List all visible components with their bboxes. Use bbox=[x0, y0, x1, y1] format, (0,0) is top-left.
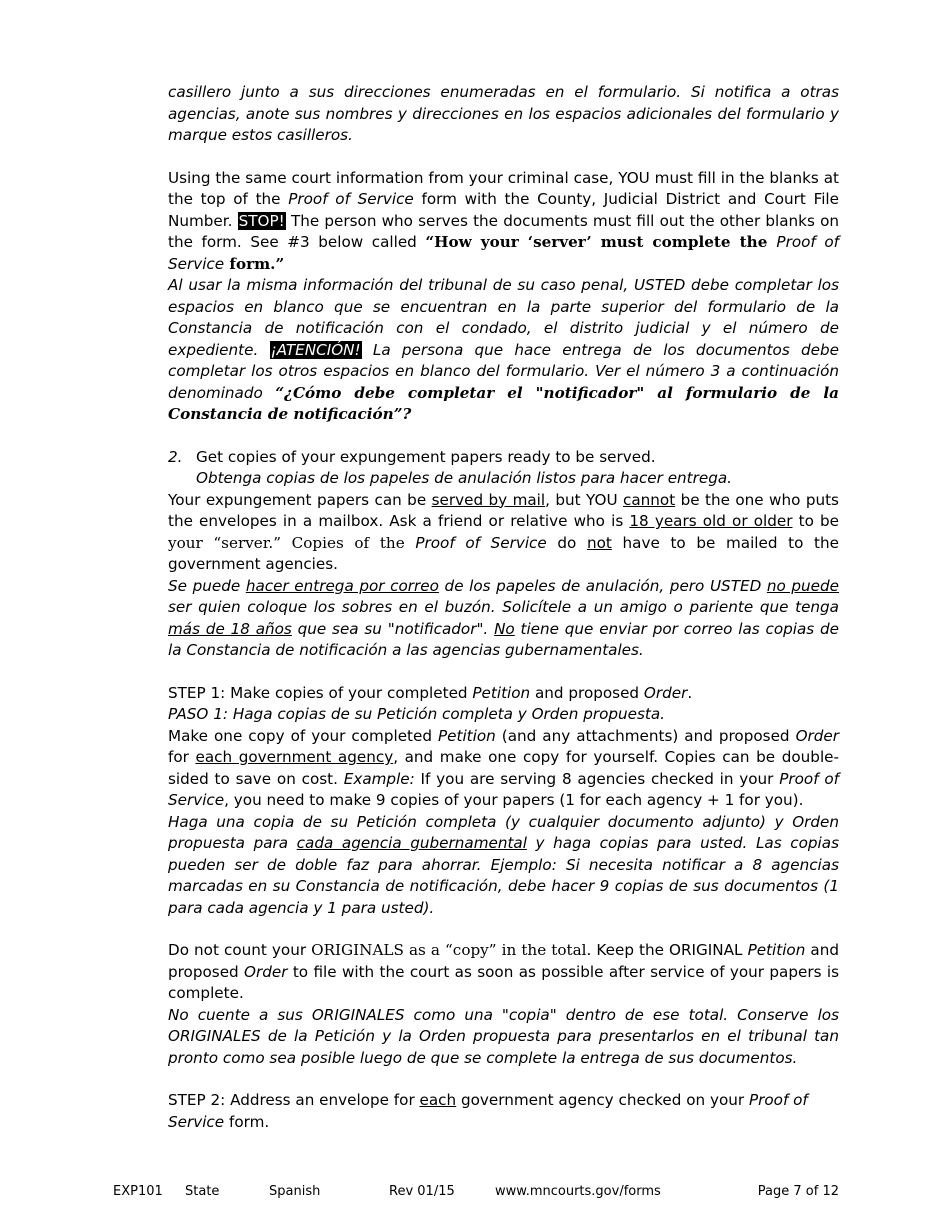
paragraph-expungement-mail: Your expungement papers can be served by mail, but YOU cannot be the one who puts the envelopes in a mailbox. Ask a friend or relative who is 18 years old or older to be your “server.” Copies of the Proof of Service do not have to be mailed to the government agencies. bbox=[168, 490, 839, 573]
footer-revision: Rev 01/15 bbox=[389, 1184, 455, 1199]
list-item-2 bbox=[168, 447, 839, 490]
footer-page-number: Page 7 of 12 bbox=[757, 1184, 839, 1199]
step-1-heading-spanish: PASO 1: Haga copias de su Petición completa y Orden propuesta. bbox=[168, 705, 666, 723]
paragraph-spanish-intro: casillero junto a sus direcciones enumeradas en el formulario. Si notifica a otras agencias, anote sus nombres y direcciones en los espacios adicionales del formulario y marque estos casilleros. bbox=[168, 83, 839, 144]
atencion-label: ¡ATENCIÓN! bbox=[270, 340, 361, 359]
footer-form-id: EXP101 bbox=[113, 1184, 163, 1199]
footer-jurisdiction: State bbox=[185, 1184, 220, 1199]
step-1-heading: STEP 1: Make copies of your completed Petition and proposed Order. bbox=[168, 683, 693, 702]
paragraph-originals-spanish: No cuente a sus ORIGINALES como una "copia" dentro de ese total. Conserve los ORIGINALES de la Petición y la Orden propuesta para presentarlos en el tribunal tan pronto como sea posible luego de que se complete la entrega de sus documentos. bbox=[168, 1005, 839, 1067]
footer-language: Spanish bbox=[269, 1184, 321, 1199]
paragraph-originals: Do not count your ORIGINALS as a “copy” in the total. Keep the ORIGINAL Petition and proposed Order to file with the court as soon as possible after service of your papers is complete. bbox=[168, 941, 839, 1002]
paragraph-court-info: Using the same court information from your criminal case, YOU must fill in the blanks at the top of the Proof of Service form with the County, Judicial District and Court File Number. STOP! The person who serves the documents must fill out the other blanks on the form. See #3 below called “How your ‘server’ must complete the Proof of Service form.” bbox=[168, 168, 839, 273]
item-heading-spanish: Obtenga copias de los papeles de anulación listos para hacer entrega. bbox=[196, 469, 733, 487]
step-2-heading: STEP 2: Address an envelope for each government agency checked on your Proof of Service form. bbox=[168, 1091, 808, 1131]
footer-website[interactable]: www.mncourts.gov/forms bbox=[495, 1184, 661, 1199]
paragraph-court-info-spanish: Al usar la misma información del tribunal de su caso penal, USTED debe completar los espacios en blanco que se encuentran en la parte superior del formulario de la Constancia de notificación con el condado, el distrito judicial y el número de expediente. ¡ATENCIÓN! La persona que hace entrega de los documentos debe completar los otros espacios en blanco del formulario. Ver el número 3 a continuación denominado “¿Cómo debe completar el "notificador" al formulario de la Constancia de notificación”? bbox=[168, 276, 839, 423]
paragraph-expungement-mail-spanish: Se puede hacer entrega por correo de los papeles de anulación, pero USTED no puede ser quien coloque los sobres en el buzón. Solicítele a un amigo o pariente que tenga más de 18 años que sea su "notificador". No tiene que enviar por correo las copias de la Constancia de notificación a las agencias gubernamentales. bbox=[168, 576, 840, 659]
stop-label: STOP! bbox=[238, 211, 285, 230]
document-body bbox=[168, 82, 839, 1133]
item-heading: Get copies of your expungement papers ready to be served. bbox=[196, 447, 656, 466]
paragraph-make-copies: Make one copy of your completed Petition (and any attachments) and proposed Order for each government agency, and make one copy for yourself. Copies can be double-sided to save on cost. Example: If you are serving 8 agencies checked in your Proof of Service, you need to make 9 copies of your papers (1 for each agency + 1 for you). bbox=[168, 726, 839, 809]
paragraph-make-copies-spanish: Haga una copia de su Petición completa (y cualquier documento adjunto) y Orden propuesta para cada agencia gubernamental y haga copias para usted. Las copias pueden ser de doble faz para ahorrar. Ejemplo: Si necesita notificar a 8 agencias marcadas en su Constancia de notificación, debe hacer 9 copias de sus documentos (1 para cada agencia y 1 para usted). bbox=[168, 812, 839, 917]
item-number: 2. bbox=[168, 447, 183, 466]
page-footer bbox=[113, 1184, 839, 1202]
